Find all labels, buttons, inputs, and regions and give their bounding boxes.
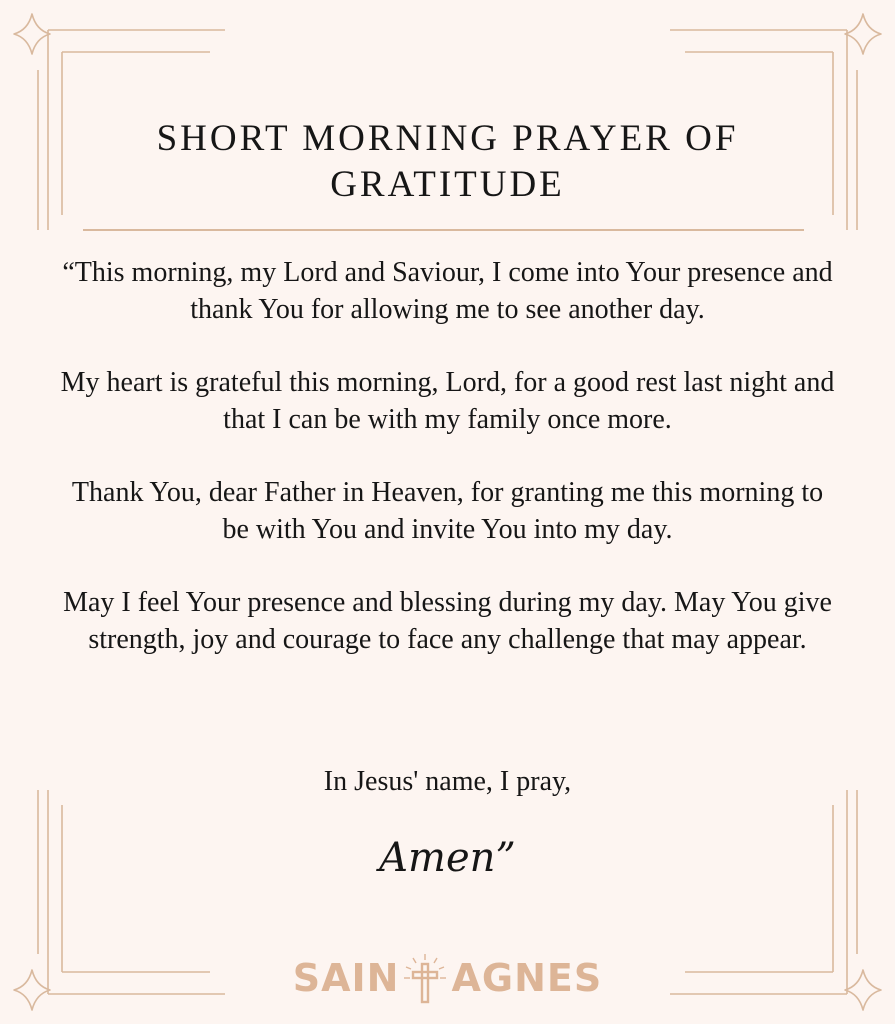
prayer-body [60,254,835,694]
brand-logo [280,950,615,1006]
prayer-paragraph: My heart is grateful this morning, Lord, for a good rest last night and that I can be with my family once more. [60,367,835,435]
cross-sunburst-icon [403,952,447,1004]
amen-signature: Amen” [379,835,516,881]
title-divider [83,229,804,231]
brand-text-right: AGNES [451,956,603,1000]
closing-line: In Jesus' name, I pray, [323,766,572,797]
brand-text-left: SAIN [292,956,400,1000]
prayer-paragraph: “This morning, my Lord and Saviour, I come into Your presence and thank You for allowing me to see another day. [62,257,833,325]
page-title: SHORT MORNING PRAYER OF GRATITUDE [156,118,739,205]
prayer-paragraph: Thank You, dear Father in Heaven, for granting me this morning to be with You and invite You into my day. [71,477,824,545]
prayer-paragraph: May I feel Your presence and blessing during my day. May You give strength, joy and courage to face any challenge that may appear. [63,587,832,655]
